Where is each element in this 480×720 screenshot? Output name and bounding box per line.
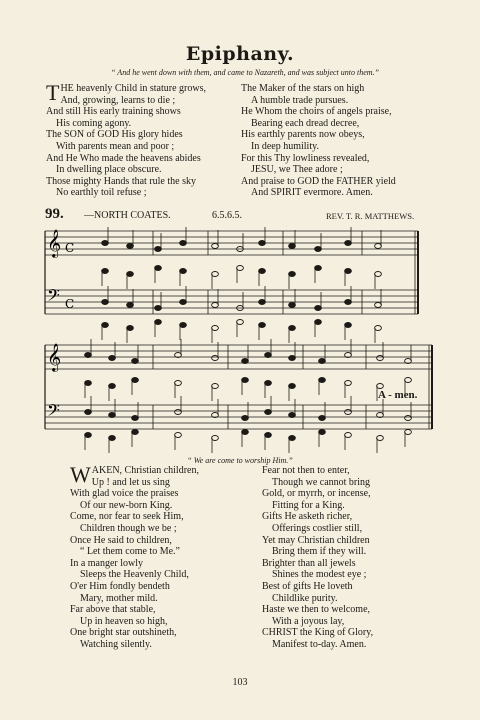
note-head <box>109 356 116 361</box>
verse-line <box>70 627 199 639</box>
treble-clef: 𝄞 <box>47 343 62 371</box>
note-head <box>180 241 187 246</box>
verse-line <box>262 511 373 523</box>
verse-line <box>262 581 373 593</box>
verse-text: Bring them if they will. <box>272 546 367 558</box>
treble-clef: 𝄞 <box>47 229 62 257</box>
note-head <box>85 353 92 358</box>
note-head <box>345 269 352 274</box>
verse-line <box>70 616 199 628</box>
verse-text: Bearing each dread decree, <box>251 117 360 129</box>
verse-text: Manifest to-day. Amen. <box>272 638 367 650</box>
note-head <box>405 430 412 435</box>
note-head <box>102 269 109 274</box>
note-head <box>259 323 266 328</box>
note-head <box>289 356 296 361</box>
verse-text: With a joyous lay, <box>272 615 345 627</box>
note-head <box>345 381 352 386</box>
note-head <box>265 381 272 386</box>
note-head <box>265 433 272 438</box>
verse-text: “ Let them come to Me.” <box>80 546 180 558</box>
note-head <box>259 300 266 305</box>
note-head <box>289 303 296 308</box>
note-head <box>265 410 272 415</box>
verse-text: Up in heaven so high, <box>80 615 168 627</box>
note-head <box>237 266 244 271</box>
note-head <box>375 272 382 277</box>
note-head <box>85 433 92 438</box>
verse-line <box>70 523 199 535</box>
verse-text: JESU, we Thee adore ; <box>251 164 343 176</box>
note-head <box>289 436 296 441</box>
note-head <box>180 269 187 274</box>
note-head <box>109 436 116 441</box>
note-head <box>155 247 162 252</box>
note-head <box>242 430 249 435</box>
verse-text: Gifts He asketh richer, <box>262 511 353 523</box>
verse-line <box>262 465 373 477</box>
bass-clef: 𝄢 <box>47 400 60 424</box>
verse-text: Offerings costlier still, <box>272 522 363 534</box>
verse-line <box>262 569 373 581</box>
note-head <box>102 300 109 305</box>
note-head <box>212 303 219 308</box>
note-head <box>85 410 92 415</box>
verse-text: Once He said to children, <box>70 534 172 546</box>
note-head <box>345 433 352 438</box>
note-head <box>127 272 134 277</box>
verse-line <box>262 627 373 639</box>
verse-text: Best of gifts He loveth <box>262 580 353 592</box>
verse-text: One bright star outshineth, <box>70 627 177 639</box>
verse-line <box>262 523 373 535</box>
note-head <box>405 378 412 383</box>
verse-line <box>70 535 199 547</box>
verse-line <box>262 639 373 651</box>
note-head <box>345 241 352 246</box>
note-head <box>289 326 296 331</box>
note-head <box>102 323 109 328</box>
note-head <box>315 320 322 325</box>
verse-text: Brighter than all jewels <box>262 557 356 569</box>
hymn-99-column-2 <box>262 465 373 651</box>
verse-text: Mary, mother mild. <box>80 592 158 604</box>
verse-line <box>70 558 199 570</box>
verse-text: Come, nor fear to seek Him, <box>70 511 184 523</box>
hymn-number: 99. <box>45 206 64 222</box>
verse-text: In deep humility. <box>251 140 319 152</box>
verse-line <box>70 581 199 593</box>
verse-line <box>70 639 199 651</box>
verse-line <box>70 488 199 500</box>
note-head <box>109 384 116 389</box>
verse-text: The SON of GOD His glory hides <box>46 129 183 141</box>
note-head <box>375 303 382 308</box>
note-head <box>212 436 219 441</box>
amen-label: A - men. <box>378 389 418 401</box>
verse-line <box>70 546 199 558</box>
note-head <box>289 244 296 249</box>
verse-text: No earthly toil refuse ; <box>56 187 147 199</box>
verse-line <box>70 511 199 523</box>
page-title: Epiphany. <box>185 43 295 65</box>
note-head <box>180 300 187 305</box>
composer-credit: REV. T. R. MATTHEWS. <box>326 211 415 221</box>
note-head <box>289 413 296 418</box>
note-head <box>375 326 382 331</box>
note-head <box>237 320 244 325</box>
note-head <box>242 359 249 364</box>
verse-line <box>262 488 373 500</box>
note-head <box>315 306 322 311</box>
verse-text: Fitting for a King. <box>272 499 345 511</box>
hymn-meter: 6.5.6.5. <box>212 210 242 221</box>
hymn-99-epigraph: “ We are come to worship Him.” <box>187 456 293 465</box>
note-head <box>212 356 219 361</box>
hymn-98-epigraph: “ And he went down with them, and came to Nazareth, and was subject unto them.” <box>111 68 379 77</box>
verse-text: His earthly parents now obeys, <box>241 129 365 141</box>
verse-text: And praise to GOD the FATHER yield <box>241 175 396 187</box>
note-head <box>375 244 382 249</box>
note-head <box>242 416 249 421</box>
note-head <box>132 430 139 435</box>
note-head <box>345 323 352 328</box>
note-head <box>175 410 182 415</box>
verse-text: And, growing, learns to die ; <box>60 94 176 106</box>
verse-line <box>70 593 199 605</box>
verse-text: Childlike purity. <box>272 592 338 604</box>
verse-text: In dwelling place obscure. <box>56 164 162 176</box>
time-signature: C <box>65 297 75 311</box>
note-head <box>155 306 162 311</box>
time-signature: C <box>65 241 75 255</box>
verse-text: His coming agony. <box>56 117 132 129</box>
verse-text: Those mighty Hands that rule the sky <box>46 175 196 187</box>
note-head <box>127 326 134 331</box>
bass-clef: 𝄢 <box>47 285 60 309</box>
note-head <box>259 241 266 246</box>
verse-text: A humble trade pursues. <box>251 94 349 106</box>
verse-text: AKEN, Christian children, <box>91 465 199 476</box>
verse-text: Shines the modest eye ; <box>272 569 367 581</box>
verse-text: Up ! and let us sing <box>91 476 170 488</box>
note-head <box>319 359 326 364</box>
verse-line <box>262 558 373 570</box>
verse-text: The Maker of the stars on high <box>241 83 365 94</box>
note-head <box>405 416 412 421</box>
note-head <box>132 416 139 421</box>
verse-text: And SPIRIT evermore. Amen. <box>251 187 373 199</box>
verse-text: He Whom the choirs of angels praise, <box>241 106 392 118</box>
note-head <box>85 381 92 386</box>
verse-text: Sleeps the Heavenly Child, <box>80 569 189 581</box>
verse-text: Children though we be ; <box>80 522 177 534</box>
verse-line <box>70 500 199 512</box>
verse-text: HE heavenly Child in stature grows, <box>60 83 206 94</box>
note-head <box>377 384 384 389</box>
page-number: 103 <box>232 677 248 688</box>
note-head <box>212 384 219 389</box>
note-head <box>212 272 219 277</box>
note-head <box>315 247 322 252</box>
verse-line <box>262 477 373 489</box>
drop-cap: T <box>46 80 60 105</box>
note-head <box>319 416 326 421</box>
note-head <box>109 413 116 418</box>
note-head <box>175 381 182 386</box>
verse-text: Fear not then to enter, <box>262 465 350 476</box>
tune-name: —NORTH COATES. <box>84 210 171 221</box>
note-head <box>315 266 322 271</box>
verse-line <box>262 593 373 605</box>
note-head <box>132 359 139 364</box>
drop-cap: W <box>70 462 91 487</box>
note-head <box>212 244 219 249</box>
verse-line <box>262 546 373 558</box>
note-head <box>377 356 384 361</box>
note-head <box>377 436 384 441</box>
note-head <box>319 378 326 383</box>
verse-text: With glad voice the praises <box>70 488 179 500</box>
verse-text: Though we cannot bring <box>272 476 371 488</box>
note-head <box>259 269 266 274</box>
note-head <box>265 353 272 358</box>
verse-line <box>262 535 373 547</box>
verse-text: With parents mean and poor ; <box>56 140 175 152</box>
verse-text: Gold, or myrrh, or incense, <box>262 488 371 500</box>
note-head <box>242 378 249 383</box>
note-head <box>102 241 109 246</box>
note-head <box>345 300 352 305</box>
verse-text: Yet may Christian children <box>262 534 370 546</box>
verse-text: CHRIST the King of Glory, <box>262 627 374 639</box>
verse-text: For this Thy lowliness revealed, <box>241 152 370 164</box>
verse-text: Far above that stable, <box>70 604 156 616</box>
verse-text: Haste we then to welcome, <box>262 604 371 616</box>
note-head <box>175 433 182 438</box>
verse-line <box>70 604 199 616</box>
verse-line <box>262 604 373 616</box>
note-head <box>345 410 352 415</box>
note-head <box>180 323 187 328</box>
verse-text: Watching silently. <box>80 638 152 650</box>
note-head <box>212 326 219 331</box>
verse-line <box>70 569 199 581</box>
note-head <box>132 378 139 383</box>
verse-line <box>262 500 373 512</box>
note-head <box>127 244 134 249</box>
note-head <box>289 384 296 389</box>
verse-text: And still His early training shows <box>46 106 181 118</box>
verse-text: And He Who made the heavens abides <box>46 152 201 164</box>
verse-text: O'er Him fondly bendeth <box>70 580 170 592</box>
note-head <box>155 266 162 271</box>
hymn-99-column-1 <box>70 462 199 651</box>
verse-line <box>262 616 373 628</box>
note-head <box>319 430 326 435</box>
note-head <box>289 272 296 277</box>
note-head <box>127 303 134 308</box>
verse-text: In a manger lowly <box>70 557 144 569</box>
verse-text: Of our new-born King. <box>80 499 173 511</box>
note-head <box>155 320 162 325</box>
